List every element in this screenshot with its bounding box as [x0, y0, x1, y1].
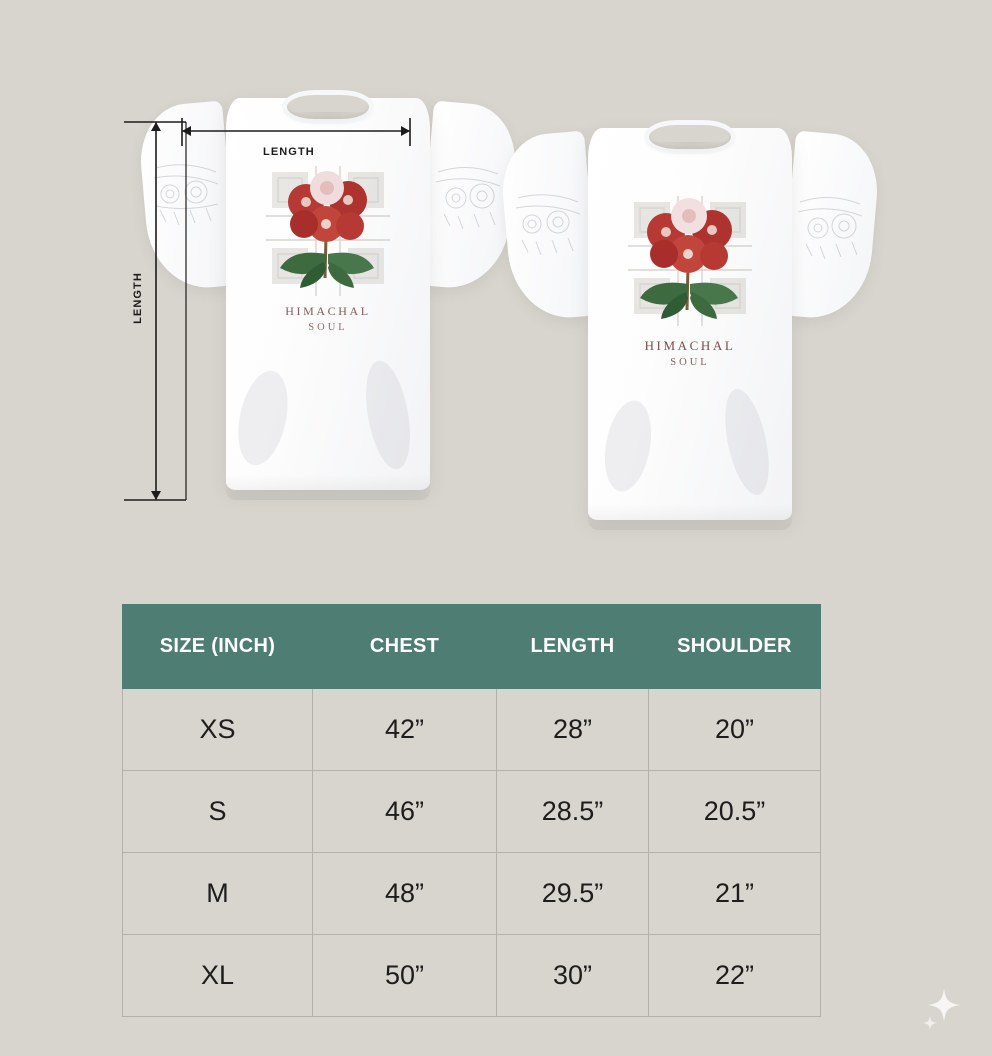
cell-length: 29.5” — [497, 853, 649, 935]
cell-chest: 46” — [313, 771, 497, 853]
mandala-print-icon — [794, 188, 868, 266]
cell-chest: 48” — [313, 853, 497, 935]
sparkle-icon — [918, 982, 966, 1030]
size-chart-table — [122, 604, 821, 1017]
table-header-row — [123, 605, 821, 689]
cell-length: 28.5” — [497, 771, 649, 853]
collar-shadow — [640, 142, 740, 158]
column-header-shoulder: SHOULDER — [649, 605, 821, 689]
cell-size: XS — [123, 689, 313, 771]
chest-graphic-back — [618, 186, 762, 398]
column-header-size: SIZE (INCH) — [123, 605, 313, 689]
column-header-length: LENGTH — [497, 605, 649, 689]
cell-shoulder: 20” — [649, 689, 821, 771]
brand-name: HIMACHAL — [285, 304, 371, 318]
cell-size: S — [123, 771, 313, 853]
table-row — [123, 689, 821, 771]
measurement-guides — [0, 0, 560, 560]
rhododendron-flower-icon — [632, 188, 748, 328]
table-row — [123, 771, 821, 853]
brand-subtitle: SOUL — [308, 322, 348, 333]
cell-size: M — [123, 853, 313, 935]
table-row — [123, 935, 821, 1017]
column-header-chest: CHEST — [313, 605, 497, 689]
cell-shoulder: 21” — [649, 853, 821, 935]
hem-shadow — [588, 504, 792, 530]
guide-label-length-vertical: LENGTH — [131, 272, 144, 324]
cell-shoulder: 20.5” — [649, 771, 821, 853]
brand-text-back — [618, 338, 762, 368]
guide-label-length-horizontal: LENGTH — [263, 146, 315, 158]
t-shirt-back — [540, 100, 840, 530]
cell-shoulder: 22” — [649, 935, 821, 1017]
cell-chest: 50” — [313, 935, 497, 1017]
cell-chest: 42” — [313, 689, 497, 771]
cell-size: XL — [123, 935, 313, 1017]
cell-length: 30” — [497, 935, 649, 1017]
cell-length: 28” — [497, 689, 649, 771]
brand-subtitle: SOUL — [670, 357, 710, 368]
size-chart-container — [122, 604, 820, 1017]
table-row — [123, 853, 821, 935]
brand-name: HIMACHAL — [644, 338, 736, 353]
